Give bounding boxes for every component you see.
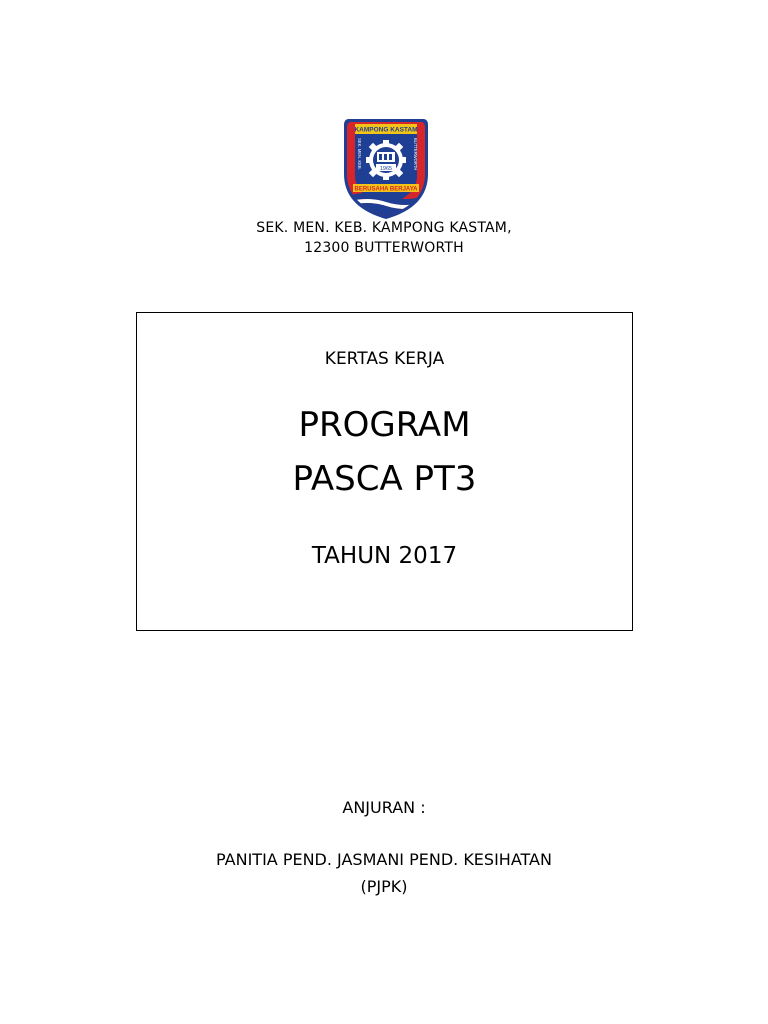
- organizer-heading: ANJURAN :: [342, 798, 426, 817]
- school-name: SEK. MEN. KEB. KAMPONG KASTAM,: [256, 220, 512, 236]
- school-address: 12300 BUTTERWORTH: [304, 240, 464, 256]
- organizer-abbreviation: (PJPK): [360, 877, 408, 896]
- crest-text-top: KAMPONG KASTAM: [354, 126, 418, 134]
- crest-text-left: SEK. MEN. KEB.: [357, 138, 362, 170]
- title-box: [136, 312, 633, 631]
- year-label: TAHUN 2017: [311, 543, 458, 569]
- crest-gear-icon: [366, 140, 406, 180]
- school-crest-logo: [343, 116, 429, 220]
- title-line-2: PASCA PT3: [292, 459, 477, 499]
- crest-text-right: BUTTERWORTH: [413, 138, 418, 171]
- crest-year: 1965: [379, 166, 393, 172]
- title-line-1: PROGRAM: [298, 405, 471, 445]
- document-type: KERTAS KERJA: [324, 349, 445, 369]
- organizer-name: PANITIA PEND. JASMANI PEND. KESIHATAN: [216, 850, 552, 869]
- crest-motto: BERUSAHA BERJAYA: [354, 186, 418, 193]
